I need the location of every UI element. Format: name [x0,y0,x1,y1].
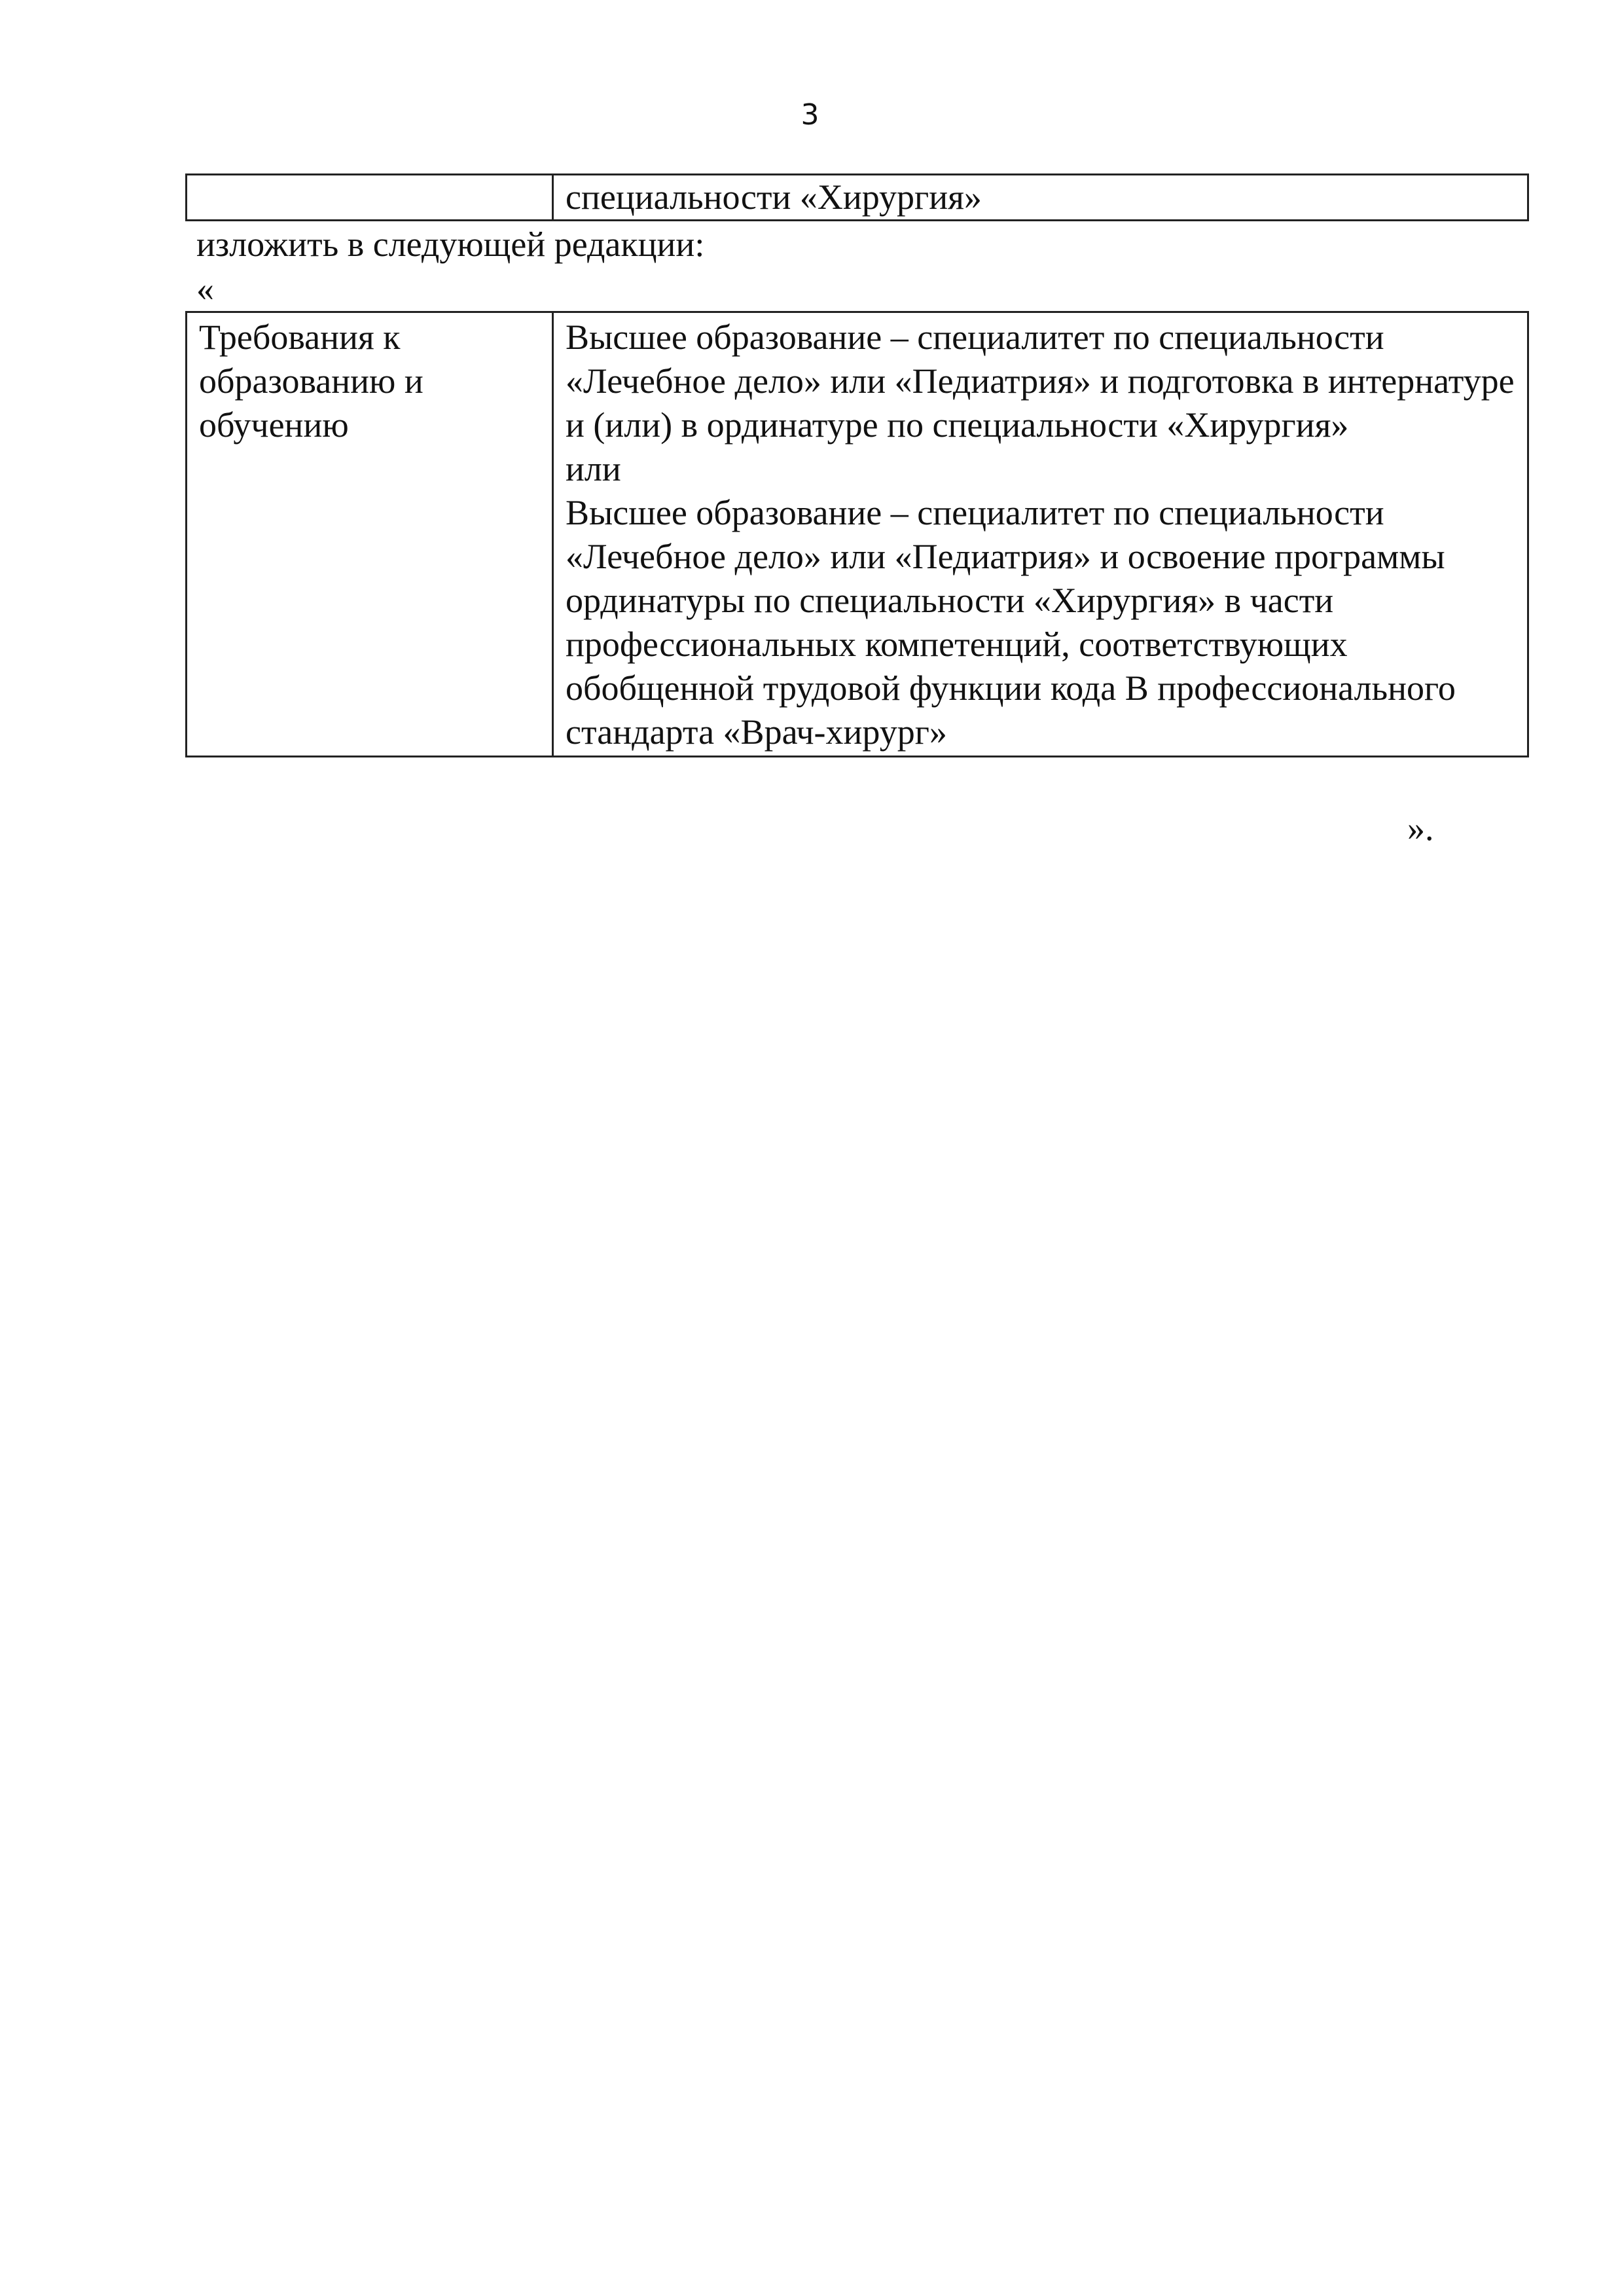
requirements-label-cell: Требования к образованию и обучению [187,312,553,757]
table-cell-label [187,175,553,221]
requirement-option-2: Высшее образование – специалитет по специальности «Лечебное дело» или «Педиатрия» и освоение программы ординатуры по специальности «Хирургия» в части профессиональных компетенций, соответствующих обобщенной трудовой функции кода В профессионального стандарта «Врач-хирург» [566,493,1456,752]
table-cell-value: специальности «Хирургия» [553,175,1528,221]
table-row [187,312,1528,757]
intro-text: изложить в следующей редакции: [196,225,705,264]
new-requirements-table [185,311,1529,757]
page-number: 3 [801,98,819,132]
previous-table-fragment [185,173,1529,221]
opening-quote: « [196,269,214,308]
requirement-option-1: Высшее образование – специалитет по специальности «Лечебное дело» или «Педиатрия» и подготовка в интернатуре и (или) в ординатуре по специальности «Хирургия» [566,318,1515,445]
requirement-separator: или [566,449,621,488]
requirements-text-cell [553,312,1528,757]
table-row [187,175,1528,221]
closing-quote: ». [1407,809,1434,848]
